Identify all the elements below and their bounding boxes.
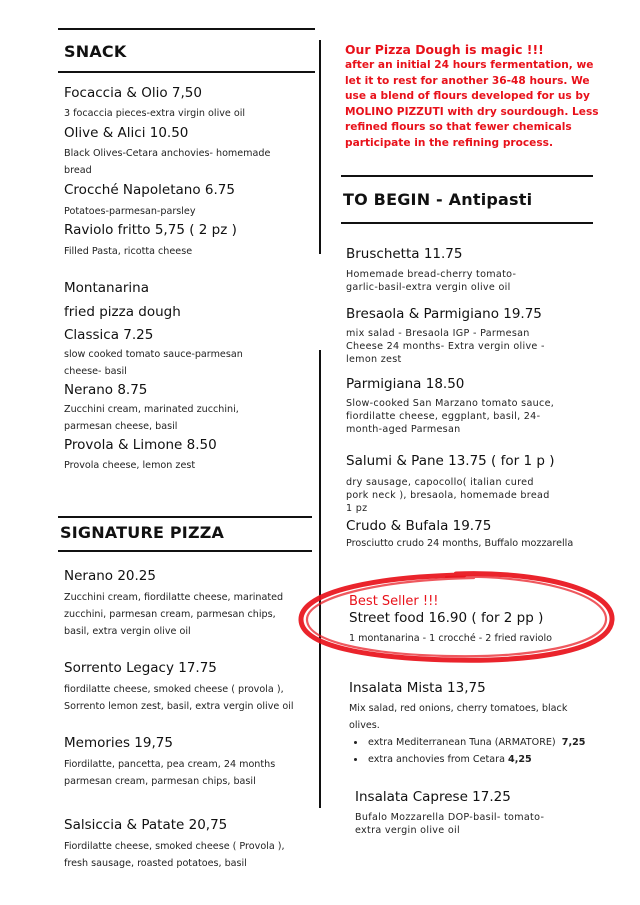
menu-item-name: Provola & Limone 8.50	[64, 437, 217, 453]
extra-item: • extra anchovies from Cetara 4,25	[366, 751, 626, 768]
menu-item-desc: mix salad - Bresaola IGP - Parmesan Cheese 24 months- Extra vergin olive - lemon zest	[346, 328, 545, 365]
menu-item-name: Memories 19,75	[64, 735, 173, 751]
menu-item-desc: Mix salad, red onions, cherry tomatoes, black olives.	[349, 703, 568, 731]
menu-item-desc: Slow-cooked San Marzano tomato sauce, fiordilatte cheese, eggplant, basil, 24-month-aged Parmesan	[346, 398, 555, 435]
snack-bottom-rule	[58, 71, 315, 73]
menu-item-name: Insalata Caprese 17.25	[355, 789, 511, 805]
menu-item-desc: Provola cheese, lemon zest	[64, 460, 196, 471]
column-divider	[319, 40, 321, 254]
antipasti-bottom-rule	[341, 222, 593, 224]
montanarina-subtitle: fried pizza dough	[64, 304, 181, 320]
menu-item-desc: Zucchini cream, fiordilatte cheese, marinated zucchini, parmesan cream, parmesan chips, basil, extra vergin olive oil	[64, 592, 284, 637]
menu-item-name: Parmigiana 18.50	[346, 376, 465, 392]
menu-item-name: Classica 7.25	[64, 327, 154, 343]
antipasti-top-rule	[341, 175, 593, 177]
menu-item-desc: Black Olives-Cetara anchovies- homemade bread	[64, 148, 271, 176]
signature-title: SIGNATURE PIZZA	[60, 523, 225, 542]
menu-item-name: Salumi & Pane 13.75 ( for 1 p )	[346, 453, 555, 469]
snack-top-rule	[58, 28, 315, 30]
menu-item-desc: Homemade bread-cherry tomato-garlic-basil-extra vergin olive oil	[346, 269, 517, 293]
menu-item-desc: 1 montanarina - 1 crocché - 2 fried raviolo	[349, 633, 553, 644]
dough-intro	[345, 42, 607, 151]
antipasti-title: TO BEGIN - Antipasti	[343, 190, 533, 209]
menu-item-desc: Potatoes-parmesan-parsley	[64, 206, 196, 217]
menu-item-name: Focaccia & Olio 7,50	[64, 85, 202, 101]
menu-item-desc: Filled Pasta, ricotta cheese	[64, 246, 193, 257]
menu-item-name: Bresaola & Parmigiano 19.75	[346, 306, 542, 322]
menu-item-name: Crudo & Bufala 19.75	[346, 518, 492, 534]
menu-item-name: Crocché Napoletano 6.75	[64, 182, 235, 198]
extra-item: • extra Mediterranean Tuna (ARMATORE) 7,25	[366, 734, 626, 751]
dough-intro-body: after an initial 24 hours fermentation, we let it to rest for another 36-48 hours. We use a blend of flours developed for us by MOLINO PIZZUTI with dry sourdough. Less refined flours so that fewer chemicals participate in the refining process.	[345, 59, 599, 149]
menu-item-desc: Zucchini cream, marinated zucchini, parmesan cheese, basil	[64, 404, 239, 432]
menu-item-desc: Fiordilatte, pancetta, pea cream, 24 months parmesan cream, parmesan chips, basil	[64, 759, 276, 787]
menu-item-name: Street food 16.90 ( for 2 pp )	[349, 610, 544, 626]
snack-title: SNACK	[64, 42, 127, 61]
menu-item-name: Olive & Alici 10.50	[64, 125, 189, 141]
dough-intro-title: Our Pizza Dough is magic !!!	[345, 42, 544, 57]
menu-item-name: Raviolo fritto 5,75 ( 2 pz )	[64, 222, 237, 238]
menu-item-name: Insalata Mista 13,75	[349, 680, 486, 696]
menu-item-name: Nerano 8.75	[64, 382, 148, 398]
menu-item-desc: fiordilatte cheese, smoked cheese ( provola ), Sorrento lemon zest, basil, extra vergin olive oil	[64, 684, 294, 712]
menu-item-desc: 3 focaccia pieces-extra virgin olive oil	[64, 108, 246, 119]
signature-bottom-rule	[58, 550, 312, 552]
menu-item-desc: dry sausage, capocollo( italian cured pork neck ), bresaola, homemade bread 1 pz	[346, 477, 550, 514]
menu-item-name: Nerano 20.25	[64, 568, 156, 584]
menu-item-name: Bruschetta 11.75	[346, 246, 463, 262]
menu-item-name: Sorrento Legacy 17.75	[64, 660, 217, 676]
menu-item-desc: Bufalo Mozzarella DOP-basil- tomato-extra vergin olive oil	[355, 812, 545, 836]
menu-item-desc: Fiordilatte cheese, smoked cheese ( Provola ), fresh sausage, roasted potatoes, basil	[64, 841, 285, 869]
best-seller-badge: Best Seller !!!	[349, 594, 439, 609]
menu-item-desc: slow cooked tomato sauce-parmesan cheese- basil	[64, 349, 243, 377]
menu-item-desc: Prosciutto crudo 24 months, Buffalo mozzarella	[346, 538, 574, 549]
signature-top-rule	[58, 516, 312, 518]
extras-list	[350, 734, 626, 768]
montanarina-title: Montanarina	[64, 280, 149, 296]
menu-item-name: Salsiccia & Patate 20,75	[64, 817, 228, 833]
